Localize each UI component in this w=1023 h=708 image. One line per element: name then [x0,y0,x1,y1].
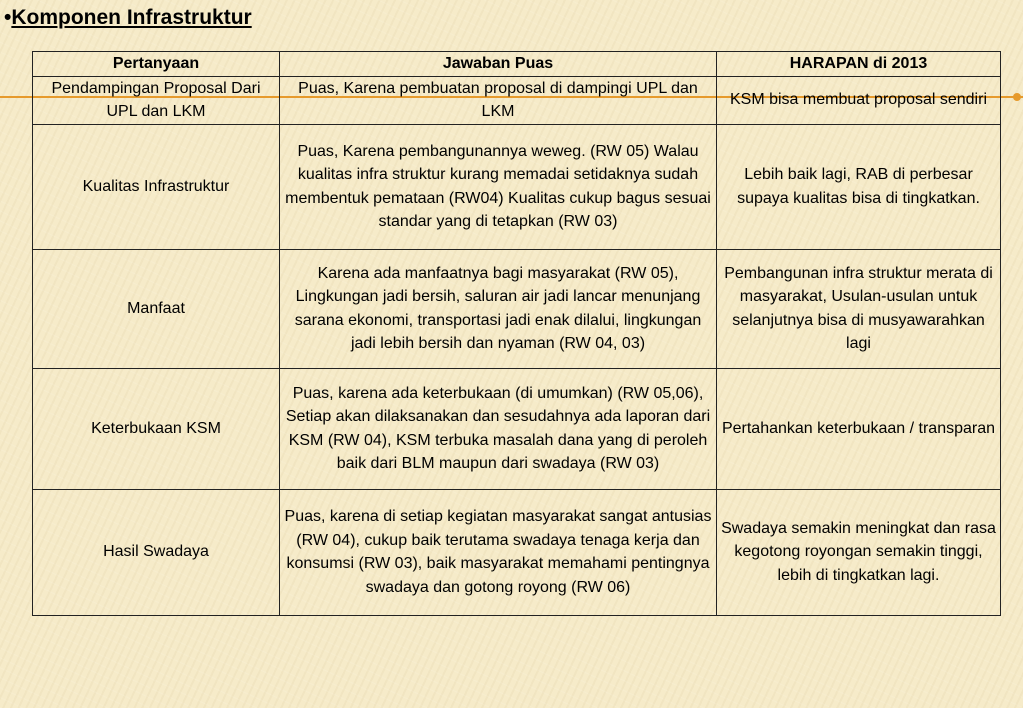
cell-expectation: Pembangunan infra struktur merata di masyarakat, Usulan-usulan untuk selanjutnya bisa di musyawarahkan lagi [717,249,1001,368]
cell-answer: Puas, Karena pembangunannya weweg. (RW 05) Walau kualitas infra struktur kurang memadai setidaknya sudah membentuk pemataan (RW04) Kualitas cukup bagus sesuai standar yang di tetapkan (RW 03) [280,124,717,249]
header-pertanyaan: Pertanyaan [33,52,280,77]
cell-answer: Puas, karena di setiap kegiatan masyarakat sangat antusias (RW 04), cukup baik terutama swadaya tenaga kerja dan konsumsi (RW 03), baik masyarakat memahami pentingnya swadaya dan gotong royong (RW 06) [280,489,717,615]
infrastructure-table [32,51,1001,616]
header-jawaban-puas: Jawaban Puas [280,52,717,77]
table-row [33,124,1001,249]
cell-expectation: Lebih baik lagi, RAB di perbesar supaya kualitas bisa di tingkatkan. [717,124,1001,249]
cell-expectation: Pertahankan keterbukaan / transparan [717,368,1001,489]
table-row [33,249,1001,368]
cell-question: Hasil Swadaya [33,489,280,615]
cell-answer: Puas, karena ada keterbukaan (di umumkan) (RW 05,06), Setiap akan dilaksanakan dan sesudahnya ada laporan dari KSM (RW 04), KSM terbuka masalah dana yang di peroleh baik dari BLM maupun dari swadaya (RW 03) [280,368,717,489]
table-row [33,76,1001,124]
cell-question: Pendampingan Proposal Dari UPL dan LKM [33,76,280,124]
cell-expectation: KSM bisa membuat proposal sendiri [717,76,1001,124]
header-harapan: HARAPAN di 2013 [717,52,1001,77]
slide-title [4,6,252,30]
table-row [33,489,1001,615]
table-header-row [33,52,1001,77]
table-row [33,368,1001,489]
cell-question: Manfaat [33,249,280,368]
accent-dot [1013,93,1021,101]
cell-question: Kualitas Infrastruktur [33,124,280,249]
cell-answer: Karena ada manfaatnya bagi masyarakat (RW 05), Lingkungan jadi bersih, saluran air jadi lancar menunjang sarana ekonomi, transportasi jadi enak dilalui, lingkungan jadi lebih bersih dan nyaman (RW 04, 03) [280,249,717,368]
slide-title-text: Komponen Infrastruktur [11,6,252,29]
cell-expectation: Swadaya semakin meningkat dan rasa kegotong royongan semakin tinggi, lebih di tingkatkan lagi. [717,489,1001,615]
cell-question: Keterbukaan KSM [33,368,280,489]
bullet-marker: • [4,6,12,29]
cell-answer: Puas, Karena pembuatan proposal di dampingi UPL dan LKM [280,76,717,124]
